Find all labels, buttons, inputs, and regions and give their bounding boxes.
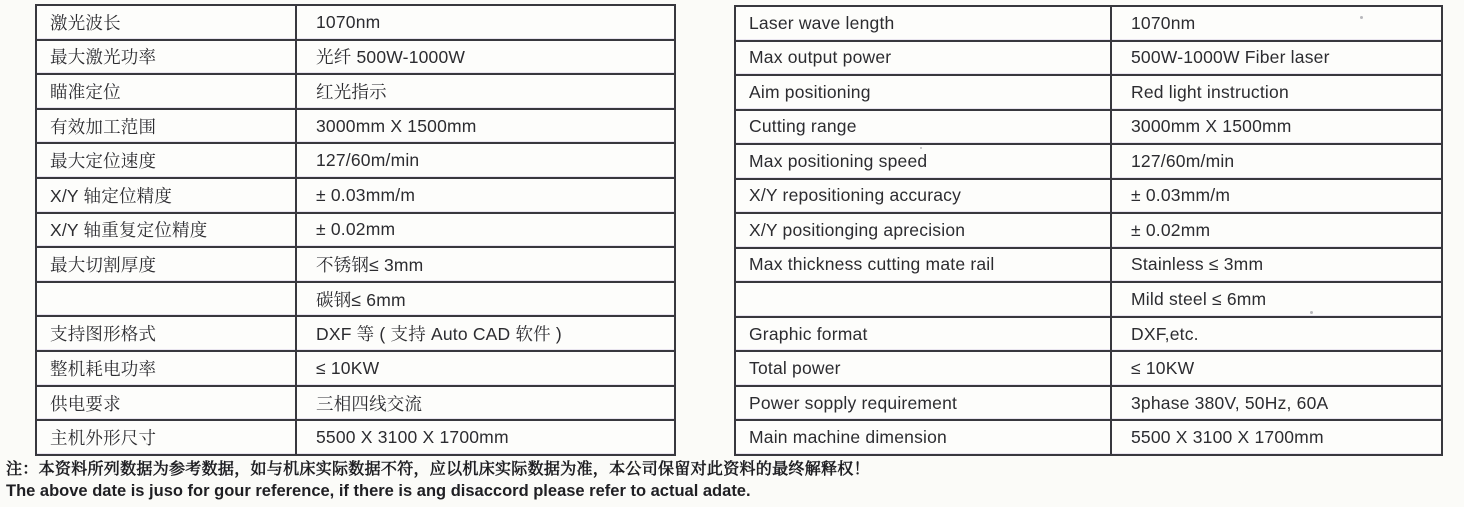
spec-label-cell: Cutting range: [735, 110, 1111, 145]
spec-row: [36, 74, 675, 109]
spec-row: [36, 282, 675, 317]
spec-label-cell: 支持图形格式: [36, 316, 296, 351]
spec-row: [735, 248, 1442, 283]
spec-label-cell: X/Y 轴重复定位精度: [36, 213, 296, 248]
spec-row: [36, 316, 675, 351]
spec-label-cell: Aim positioning: [735, 75, 1111, 110]
spec-label-cell: X/Y repositioning accuracy: [735, 179, 1111, 214]
spec-label-cell: X/Y positionging aprecision: [735, 213, 1111, 248]
spec-row: [36, 178, 675, 213]
spec-value-cell: DXF 等 ( 支持 Auto CAD 软件 ): [296, 316, 675, 351]
spec-row: [735, 6, 1442, 41]
spec-row: [735, 351, 1442, 386]
spec-value-cell: 不锈钢≤ 3mm: [296, 247, 675, 282]
spec-row: [735, 317, 1442, 352]
spec-value-cell: Stainless ≤ 3mm: [1111, 248, 1442, 283]
spec-label-cell: 最大切割厚度: [36, 247, 296, 282]
spec-value-cell: ± 0.02mm: [296, 213, 675, 248]
spec-label-cell: 最大激光功率: [36, 40, 296, 75]
spec-value-cell: Mild steel ≤ 6mm: [1111, 282, 1442, 317]
spec-label-cell: 供电要求: [36, 386, 296, 421]
spec-row: [36, 247, 675, 282]
spec-row: [36, 109, 675, 144]
spec-table-english: [734, 5, 1443, 456]
footnote: [6, 459, 870, 502]
spec-label-cell: Max thickness cutting mate rail: [735, 248, 1111, 283]
spec-row: [36, 420, 675, 455]
spec-label-cell: 最大定位速度: [36, 143, 296, 178]
spec-row: [36, 143, 675, 178]
spec-table-chinese: [35, 4, 676, 456]
spec-label-cell: Power sopply requirement: [735, 386, 1111, 421]
spec-label-cell: 激光波长: [36, 5, 296, 40]
spec-value-cell: 500W-1000W Fiber laser: [1111, 41, 1442, 76]
spec-label-cell: 瞄准定位: [36, 74, 296, 109]
spec-row: [36, 5, 675, 40]
footnote-english: The above date is juso for gour reference, if there is ang disaccord please refer to actual adate.: [6, 482, 751, 500]
spec-row: [735, 75, 1442, 110]
spec-row: [36, 213, 675, 248]
spec-value-cell: ≤ 10KW: [1111, 351, 1442, 386]
spec-label-cell: Graphic format: [735, 317, 1111, 352]
spec-label-cell: Laser wave length: [735, 6, 1111, 41]
spec-label-cell: [36, 282, 296, 317]
spec-value-cell: 5500 X 3100 X 1700mm: [1111, 420, 1442, 455]
spec-value-cell: 3phase 380V, 50Hz, 60A: [1111, 386, 1442, 421]
spec-value-cell: 光纤 500W-1000W: [296, 40, 675, 75]
spec-value-cell: 127/60m/min: [1111, 144, 1442, 179]
spec-row: [735, 110, 1442, 145]
spec-value-cell: 1070nm: [296, 5, 675, 40]
spec-row: [735, 179, 1442, 214]
spec-value-cell: Red light instruction: [1111, 75, 1442, 110]
spec-value-cell: 碳钢≤ 6mm: [296, 282, 675, 317]
spec-label-cell: X/Y 轴定位精度: [36, 178, 296, 213]
spec-row: [735, 282, 1442, 317]
spec-row: [36, 351, 675, 386]
spec-value-cell: 127/60m/min: [296, 143, 675, 178]
spec-value-cell: 红光指示: [296, 74, 675, 109]
spec-label-cell: [735, 282, 1111, 317]
spec-row: [735, 213, 1442, 248]
spec-label-cell: Max output power: [735, 41, 1111, 76]
scan-speck: [1310, 311, 1313, 314]
spec-label-cell: Max positioning speed: [735, 144, 1111, 179]
spec-row: [735, 420, 1442, 455]
scan-speck: [920, 147, 922, 149]
spec-value-cell: 3000mm X 1500mm: [296, 109, 675, 144]
footnote-chinese: 注：本资料所列数据为参考数据，如与机床实际数据不符，应以机床实际数据为准，本公司保留对此资料的最终解释权！: [6, 461, 870, 478]
spec-value-cell: ± 0.03mm/m: [1111, 179, 1442, 214]
spec-label-cell: 有效加工范围: [36, 109, 296, 144]
spec-value-cell: ≤ 10KW: [296, 351, 675, 386]
spec-label-cell: 主机外形尺寸: [36, 420, 296, 455]
spec-label-cell: Main machine dimension: [735, 420, 1111, 455]
spec-row: [735, 386, 1442, 421]
spec-label-cell: Total power: [735, 351, 1111, 386]
spec-value-cell: 3000mm X 1500mm: [1111, 110, 1442, 145]
spec-value-cell: 三相四线交流: [296, 386, 675, 421]
spec-value-cell: ± 0.03mm/m: [296, 178, 675, 213]
scan-speck: [1360, 16, 1363, 19]
spec-value-cell: ± 0.02mm: [1111, 213, 1442, 248]
spec-row: [36, 386, 675, 421]
spec-value-cell: DXF,etc.: [1111, 317, 1442, 352]
spec-row: [735, 144, 1442, 179]
spec-row: [36, 40, 675, 75]
spec-value-cell: 5500 X 3100 X 1700mm: [296, 420, 675, 455]
spec-value-cell: 1070nm: [1111, 6, 1442, 41]
spec-row: [735, 41, 1442, 76]
spec-label-cell: 整机耗电功率: [36, 351, 296, 386]
